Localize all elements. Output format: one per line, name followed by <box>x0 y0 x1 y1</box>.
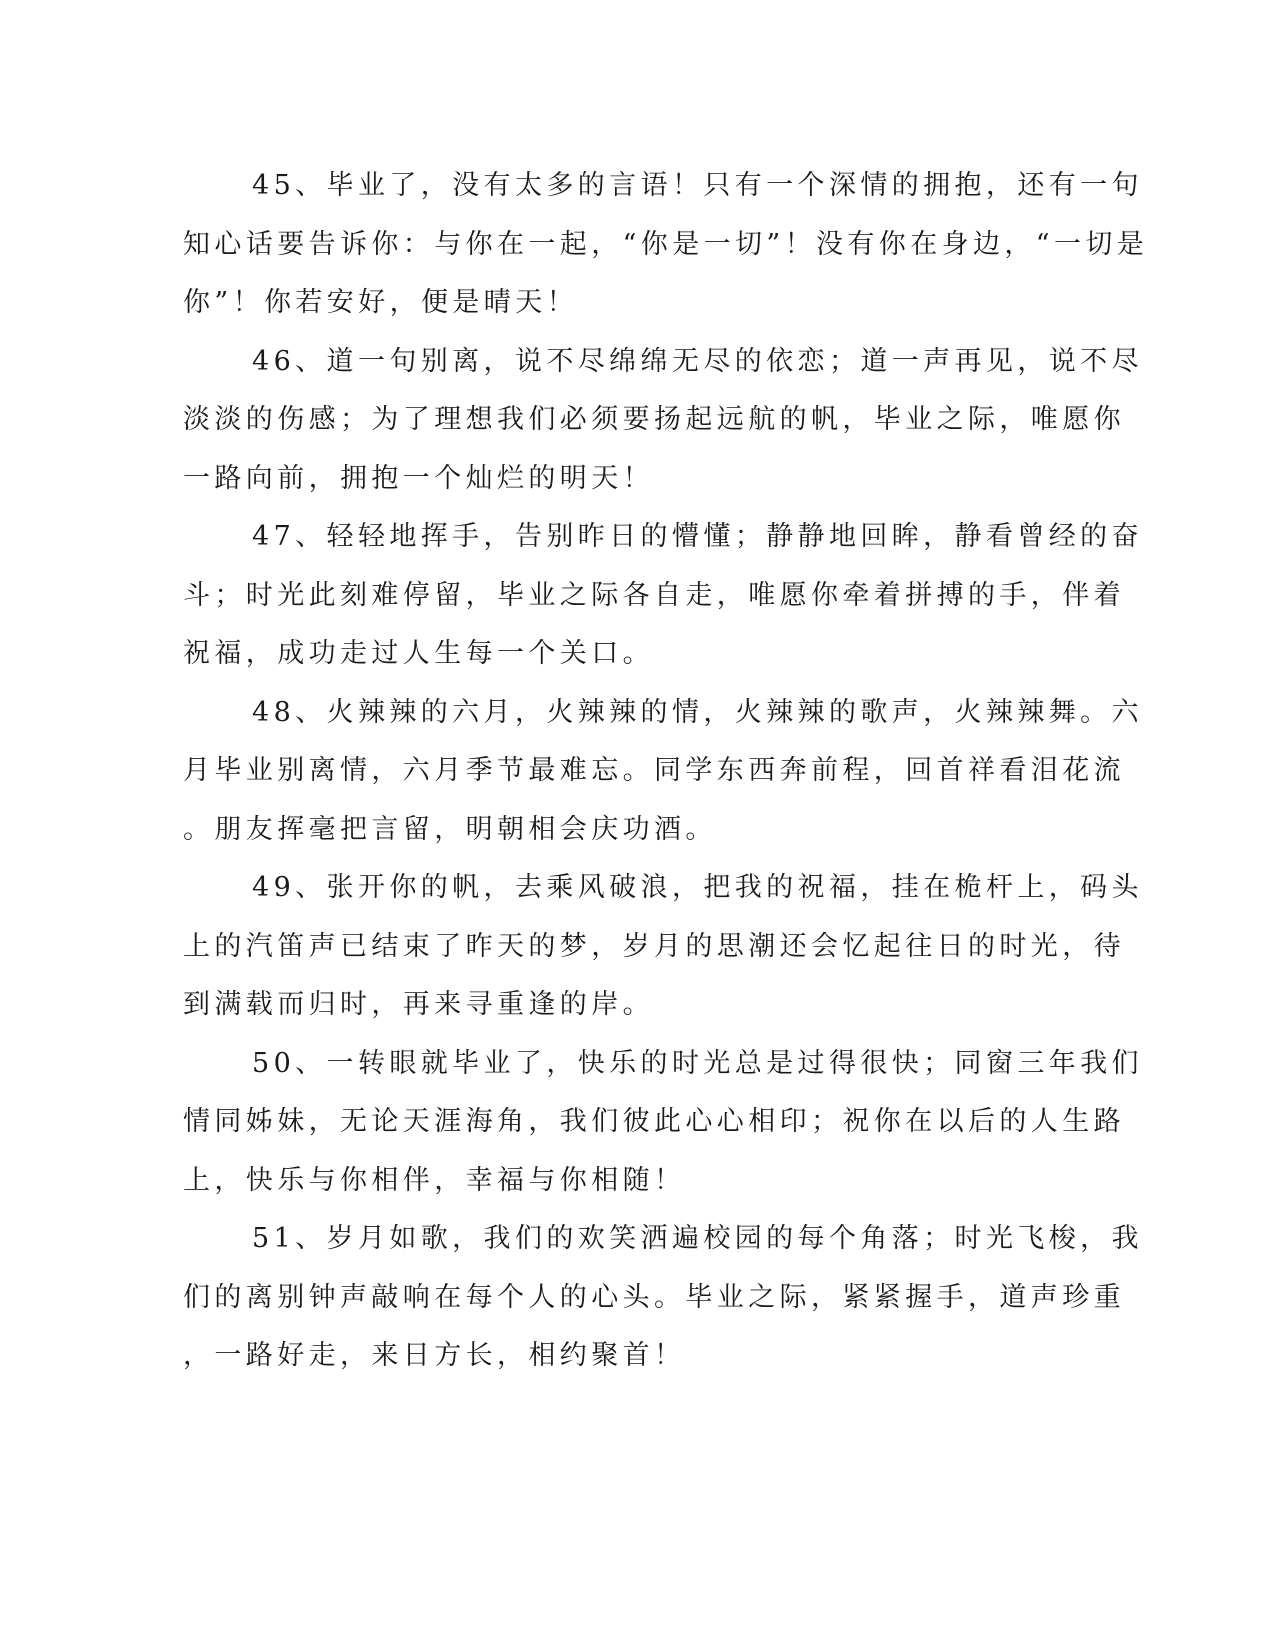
paragraph-49 <box>183 859 1143 1035</box>
paragraph-line: 46、道一句别离，说不尽绵绵无尽的依恋；道一声再见，说不尽 <box>252 345 1143 377</box>
paragraph-46 <box>183 333 1143 509</box>
document-body <box>183 157 1149 1386</box>
paragraph-47 <box>183 508 1143 684</box>
paragraph-line: 。朋友挥毫把言留，明朝相会庆功酒。 <box>183 813 717 845</box>
paragraph-line: 45、毕业了，没有太多的言语！只有一个深情的拥抱，还有一句 <box>252 170 1143 201</box>
paragraph-line: 情同姊妹，无论天涯海角，我们彼此心心相印；祝你在以后的人生路 <box>183 1106 1125 1137</box>
paragraph-line: 知心话要告诉你：与你在一起，“你是一切”！没有你在身边，“一切是 <box>183 228 1149 260</box>
paragraph-line: 上的汽笛声已结束了昨天的梦，岁月的思潮还会忆起往日的时光，待 <box>183 930 1125 962</box>
paragraph-line: 50、一转眼就毕业了，快乐的时光总是过得很快；同窗三年我们 <box>252 1047 1143 1079</box>
paragraph-line: 祝福，成功走过人生每一个关口。 <box>183 638 654 669</box>
paragraph-line: ，一路好走，来日方长，相约聚首！ <box>183 1340 686 1371</box>
paragraph-line: 一路向前，拥抱一个灿烂的明天！ <box>183 462 654 494</box>
paragraph-line: 上，快乐与你相伴，幸福与你相随！ <box>183 1164 686 1196</box>
paragraph-line: 淡淡的伤感；为了理想我们必须要扬起远航的帆，毕业之际，唯愿你 <box>183 404 1125 435</box>
paragraph-line: 47、轻轻地挥手，告别昨日的懵懂；静静地回眸，静看曾经的奋 <box>252 521 1143 552</box>
paragraph-line: 到满载而归时，再来寻重逢的岸。 <box>183 989 654 1020</box>
paragraph-line: 们的离别钟声敲响在每个人的心头。毕业之际，紧紧握手，道声珍重 <box>183 1281 1125 1313</box>
paragraph-45 <box>183 157 1149 333</box>
paragraph-51 <box>183 1210 1143 1386</box>
paragraph-line: 49、张开你的帆，去乘风破浪，把我的祝福，挂在桅杆上，码头 <box>252 872 1143 903</box>
paragraph-line: 你”！你若安好，便是晴天！ <box>183 287 579 318</box>
paragraph-line: 48、火辣辣的六月，火辣辣的情，火辣辣的歌声，火辣辣舞。六 <box>252 696 1143 728</box>
paragraph-50 <box>183 1035 1143 1211</box>
paragraph-line: 斗；时光此刻难停留，毕业之际各自走，唯愿你牵着拼搏的手，伴着 <box>183 579 1125 611</box>
paragraph-line: 月毕业别离情，六月季节最难忘。同学东西奔前程，回首祥看泪花流 <box>183 755 1125 786</box>
paragraph-48 <box>183 684 1143 860</box>
paragraph-line: 51、岁月如歌，我们的欢笑洒遍校园的每个角落；时光飞梭，我 <box>252 1223 1143 1254</box>
